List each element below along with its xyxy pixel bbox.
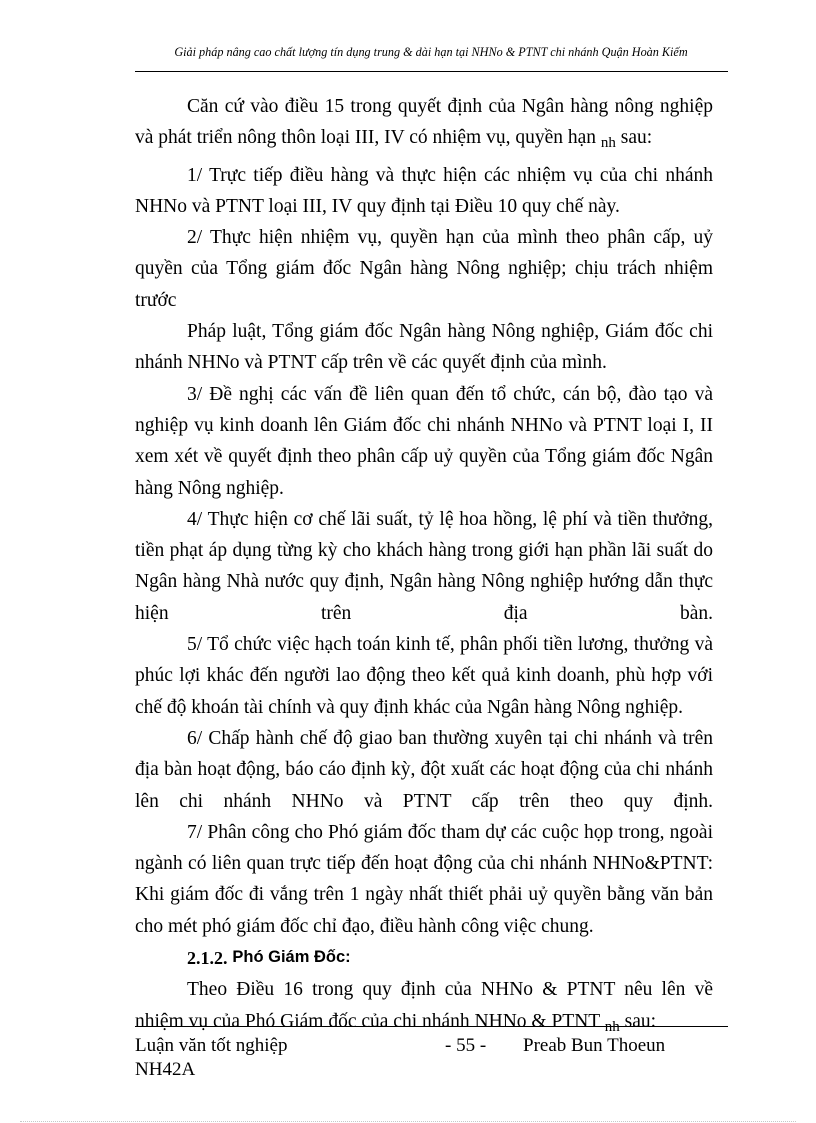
running-header: Giải pháp nâng cao chất lượng tín dụng trung & dài hạn tại NHNo & PTNT chi nhánh Quận Hoàn Kiếm [174,45,688,59]
paragraph-9: 7/ Phân công cho Phó giám đốc tham dự các cuộc họp trong, ngoài ngành có liên quan trực tiếp đến hoạt động của chi nhánh NHNo&PTNT: Khi giám đốc đi vắng trên 1 ngày nhất thiết phải uỷ quyền bằng văn bản cho mét phó giám đốc chỉ đạo, điều hành công việc chung. [135,821,713,937]
paragraph-5: 3/ Đề nghị các vấn đề liên quan đến tổ chức, cán bộ, đào tạo và nghiệp vụ kinh doanh lên Giám đốc chi nhánh NHNo và PTNT loại I, II xem xét về quyết định theo phân cấp uỷ quyền của Tổng giám đốc Ngân hàng Nông nghiệp. [135,383,713,499]
paragraph-4: Pháp luật, Tổng giám đốc Ngân hàng Nông nghiệp, Giám đốc chi nhánh NHNo và PTNT cấp trên về các quyết định của mình. [135,321,713,374]
page-bottom-divider [20,1121,796,1122]
paragraph-6: 4/ Thực hiện cơ chế lãi suất, tỷ lệ hoa hồng, lệ phí và tiền thưởng, tiền phạt áp dụng từng kỳ cho khách hàng trong giới hạn phần lãi suất do Ngân hàng Nhà nước quy định, Ngân hàng Nông nghiệp hướng dẫn thực hiện trên địa bàn. [135,508,713,624]
paragraph-10-tail: sau: [619,1010,657,1032]
footer-author: Preab Bun Thoeun [523,1035,666,1056]
paragraph-10 [135,974,713,1043]
section-heading [135,942,713,974]
footer-class-code: NH42A [135,1059,196,1080]
footer-rule [135,1026,728,1027]
header-rule [135,71,728,72]
footer-thesis-label: Luận văn tốt nghiệp [135,1035,288,1056]
paragraph-1-nh: nh [600,135,616,152]
footer-left [135,1034,288,1082]
page-number: - 55 - [445,1035,487,1056]
document-body [135,91,713,1043]
section-title: Phó Giám Đốc: [232,948,351,967]
paragraph-7: 5/ Tổ chức việc hạch toán kinh tế, phân phối tiền lương, thưởng và phúc lợi khác đến người lao động theo kết quả kinh doanh, phù hợp với chế độ khoán tài chính và quy định khác của Ngân hàng Nông nghiệp. [135,634,713,718]
paragraph-1-tail: sau: [615,127,653,149]
section-number: 2.1.2. [187,948,228,969]
paragraph-10-text: Theo Điều 16 trong quy định của NHNo & PTNT nêu lên về nhiệm vụ của Phó Giám đốc của chi nhánh NHNo & PTNT [135,979,713,1032]
paragraph-10-nh: nh [604,1018,620,1035]
paragraph-3: 2/ Thực hiện nhiệm vụ, quyền hạn của mình theo phân cấp, uỷ quyền của Tổng giám đốc Ngân hàng Nông nghiệp; chịu trách nhiệm trước [135,227,713,311]
paragraph-1-text: Căn cứ vào điều 15 trong quyết định của Ngân hàng nông nghiệp và phát triển nông thôn loại III, IV có nhiệm vụ, quyền hạn [135,96,713,149]
paragraph-2: 1/ Trực tiếp điều hàng và thực hiện các nhiệm vụ của chi nhánh NHNo và PTNT loại III, IV quy định tại Điều 10 quy chế này. [135,164,713,217]
paragraph-8: 6/ Chấp hành chế độ giao ban thường xuyên tại chi nhánh và trên địa bàn hoạt động, báo cáo định kỳ, đột xuất các hoạt động của chi nhánh lên chi nhánh NHNo và PTNT cấp trên theo quy định. [135,727,713,812]
paragraph-1 [135,91,713,160]
